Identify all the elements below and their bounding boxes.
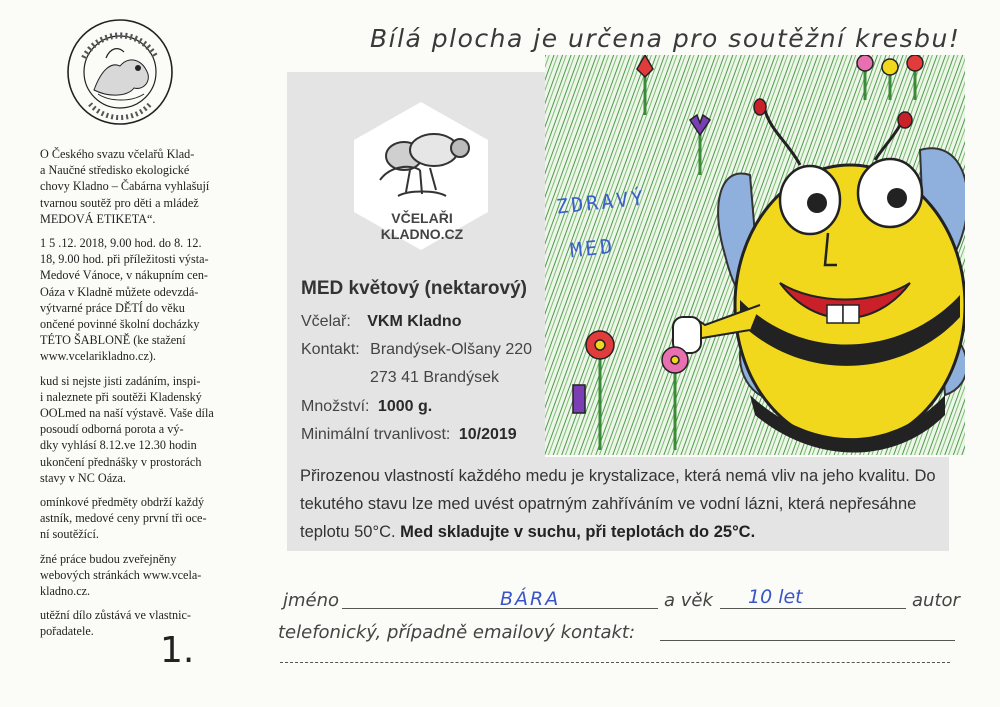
name-label: jméno [283, 590, 340, 611]
beekeeper-value: VKM Kladno [367, 313, 462, 330]
rules-line: tvarnou soutěž pro děti a mládež [40, 195, 199, 210]
contact-line2: 273 41 Brandýsek [370, 369, 499, 386]
rules-line: žné práce budou zveřejněny [40, 551, 177, 566]
drawing-caption-line1: ZDRAVÝ [554, 185, 648, 219]
amount-label: Množství: [301, 398, 370, 415]
rules-line: chovy Kladno – Čabárna vyhlašují [40, 179, 210, 194]
rules-line: dky vyhlásí 8.12.ve 12.30 hodin [40, 438, 197, 453]
durability-row [301, 426, 517, 444]
rules-line: MEDOVÁ ETIKETA“. [40, 211, 156, 226]
storage-info-plain: Přirozenou vlastností každého medu je krystalizace, která nemá vliv na jeho kvalitu. Do tekutého stavu lze med uvést opatrným zahříváním ve vodní lázni, která nepřesáhne teplotu 50°C. [300, 467, 936, 541]
rules-line: i naleznete při soutěži Kladenský [40, 389, 202, 404]
rules-line: www.vcelarikladno.cz). [40, 349, 156, 364]
product-title: MED květový (nektarový) [301, 278, 527, 299]
rules-line: OOLmed na naší výstavě. Vaše díla [40, 406, 214, 421]
contact-line1: Brandýsek-Olšany 220 [370, 341, 533, 358]
durability-value: 10/2019 [458, 426, 517, 443]
rules-line: ončené povinné školní docházky [40, 317, 200, 332]
contact-label: Kontakt: [301, 341, 360, 358]
entry-number: 1. [160, 630, 195, 671]
drawing-area-note: Bílá plocha je určena pro soutěžní kresbu! [370, 24, 961, 53]
contact-field-label: telefonický, případně emailový kontakt: [278, 622, 636, 643]
competition-rules-text [40, 146, 268, 648]
author-label: autor [912, 590, 960, 611]
rules-line: omínkové předměty obdrží každý [40, 495, 205, 510]
rules-paragraph [40, 551, 268, 600]
rules-line: stavy v NC Oáza. [40, 470, 126, 485]
contact-row [301, 341, 532, 359]
rules-line: utěžní dílo zůstává ve vlastnic- [40, 608, 191, 623]
rules-line: kud si nejste jisti zadáním, inspi- [40, 373, 201, 388]
storage-info-text [300, 462, 945, 546]
rules-line: O Českého svazu včelařů Klad- [40, 147, 195, 161]
rules-paragraph [40, 373, 268, 486]
rules-paragraph [40, 494, 268, 543]
rules-line: webových stránkách www.vcela- [40, 567, 202, 582]
rules-line: TÉTO ŠABLONĚ (ke stažení [40, 333, 186, 348]
rules-line: ní soutěžící. [40, 527, 99, 542]
logo-text: VČELAŘI KLADNO.CZ [380, 210, 464, 242]
storage-info-bold: Med skladujte v suchu, při teplotách do 25°C. [400, 523, 756, 541]
rules-paragraph [40, 146, 268, 227]
rules-line: ukončení přednášky v prostorách [40, 454, 202, 469]
eco-center-seal [54, 18, 186, 126]
amount-row [301, 398, 432, 416]
rules-line: výtvarné práce DĚTÍ do věku [40, 300, 185, 315]
age-line[interactable] [720, 608, 906, 609]
contact-line-1[interactable] [660, 640, 955, 641]
durability-label: Minimální trvanlivost: [301, 426, 451, 443]
rules-paragraph [40, 235, 268, 365]
age-value[interactable]: 10 let [748, 586, 803, 608]
rules-line: astník, medové ceny první tři oce- [40, 511, 207, 526]
rules-line: Medové Vánoce, v nákupním cen- [40, 268, 208, 283]
name-value[interactable]: BÁRA [500, 588, 561, 610]
drawing-caption-line2: MED [568, 233, 617, 263]
rules-line: a Naučné středisko ekologické [40, 163, 190, 178]
amount-value: 1000 g. [377, 398, 433, 415]
rules-line: 18, 9.00 hod. při příležitosti výsta- [40, 252, 209, 267]
beekeeper-label: Včelař: [301, 313, 351, 330]
contact-line-2[interactable] [280, 662, 950, 663]
rules-line: pořadatele. [40, 624, 94, 639]
rules-paragraph [40, 607, 268, 639]
age-label: a věk [664, 590, 713, 611]
rules-line: Oáza v Kladně můžete odevzdá- [40, 284, 199, 299]
rules-line: posoudí odborná porota a vý- [40, 422, 184, 437]
rules-line: kladno.cz. [40, 584, 91, 599]
beekeeper-row [301, 313, 461, 331]
rules-line: 1 5 .12. 2018, 9.00 hod. do 8. 12. [40, 236, 202, 251]
